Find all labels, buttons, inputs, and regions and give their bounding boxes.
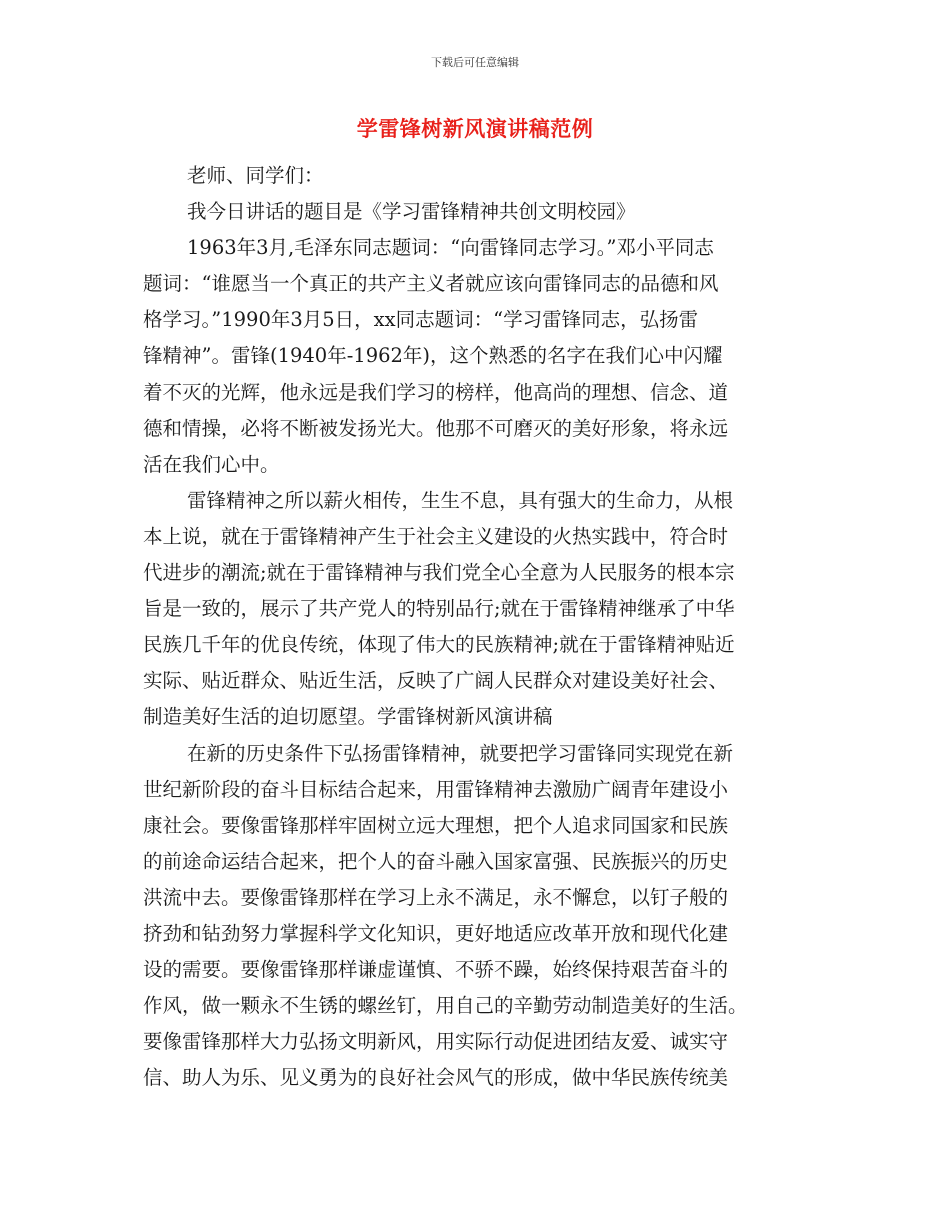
text-line: 民族几千年的优良传统，体现了伟大的民族精神;就在于雷锋精神贴近 [143, 633, 735, 657]
text-line: 挤劲和钻劲努力掌握科学文化知识，更好地适应改革开放和现代化建 [143, 921, 729, 945]
document-body [143, 158, 813, 1096]
text-line: 本上说，就在于雷锋精神产生于社会主义建设的火热实践中，符合时 [143, 524, 729, 548]
text-line: 雷锋精神之所以薪火相传，生生不息，具有强大的生命力，从根 [187, 488, 734, 512]
text-line: 旨是一致的，展示了共产党人的特别品行;就在于雷锋精神继承了中华 [143, 597, 735, 621]
text-line: 1963年3月,毛泽东同志题词：“向雷锋同志学习。”邓小平同志 [187, 236, 714, 260]
text-line: 实际、贴近群众、贴近生活，反映了广阔人民群众对建设美好社会、 [143, 669, 729, 693]
text-line: 活在我们心中。 [143, 452, 280, 476]
text-line: 着不灭的光辉，他永远是我们学习的榜样，他高尚的理想、信念、道 [143, 380, 729, 404]
document-title: 学雷锋树新风演讲稿范例 [356, 117, 594, 141]
text-line: 我今日讲话的题目是《学习雷锋精神共创文明校园》 [187, 200, 636, 224]
text-line: 格学习。”1990年3月5日，xx同志题词：“学习雷锋同志，弘扬雷 [143, 308, 699, 332]
text-line: 锋精神”。雷锋(1940年-1962年)，这个熟悉的名字在我们心中闪耀 [143, 344, 723, 368]
text-line: 世纪新阶段的奋斗目标结合起来，用雷锋精神去激励广阔青年建设小 [143, 777, 729, 801]
text-line: 老师、同学们： [187, 164, 324, 187]
text-line: 作风，做一颗永不生锈的螺丝钉，用自己的辛勤劳动制造美好的生活。 [143, 994, 748, 1018]
text-line: 的前途命运结合起来，把个人的奋斗融入国家富强、民族振兴的历史 [143, 849, 729, 873]
text-line: 要像雷锋那样大力弘扬文明新风，用实际行动促进团结友爱、诚实守 [143, 1030, 729, 1054]
text-line: 在新的历史条件下弘扬雷锋精神，就要把学习雷锋同实现党在新 [187, 741, 734, 765]
text-line: 德和情操，必将不断被发扬光大。他那不可磨灭的美好形象，将永远 [143, 416, 729, 440]
text-line: 代进步的潮流;就在于雷锋精神与我们党全心全意为人民服务的根本宗 [143, 561, 735, 585]
text-line: 题词：“谁愿当一个真正的共产主义者就应该向雷锋同志的品德和风 [143, 272, 719, 296]
text-line: 设的需要。要像雷锋那样谦虚谨慎、不骄不躁，始终保持艰苦奋斗的 [143, 958, 729, 982]
text-line: 洪流中去。要像雷锋那样在学习上永不满足，永不懈怠，以钉子般的 [143, 885, 729, 909]
text-line: 制造美好生活的迫切愿望。学雷锋树新风演讲稿 [143, 705, 553, 729]
text-line: 康社会。要像雷锋那样牢固树立远大理想，把个人追求同国家和民族 [143, 813, 729, 837]
header-note: 下载后可任意编辑 [431, 56, 519, 69]
text-line: 信、助人为乐、见义勇为的良好社会风气的形成，做中华民族传统美 [143, 1066, 729, 1090]
